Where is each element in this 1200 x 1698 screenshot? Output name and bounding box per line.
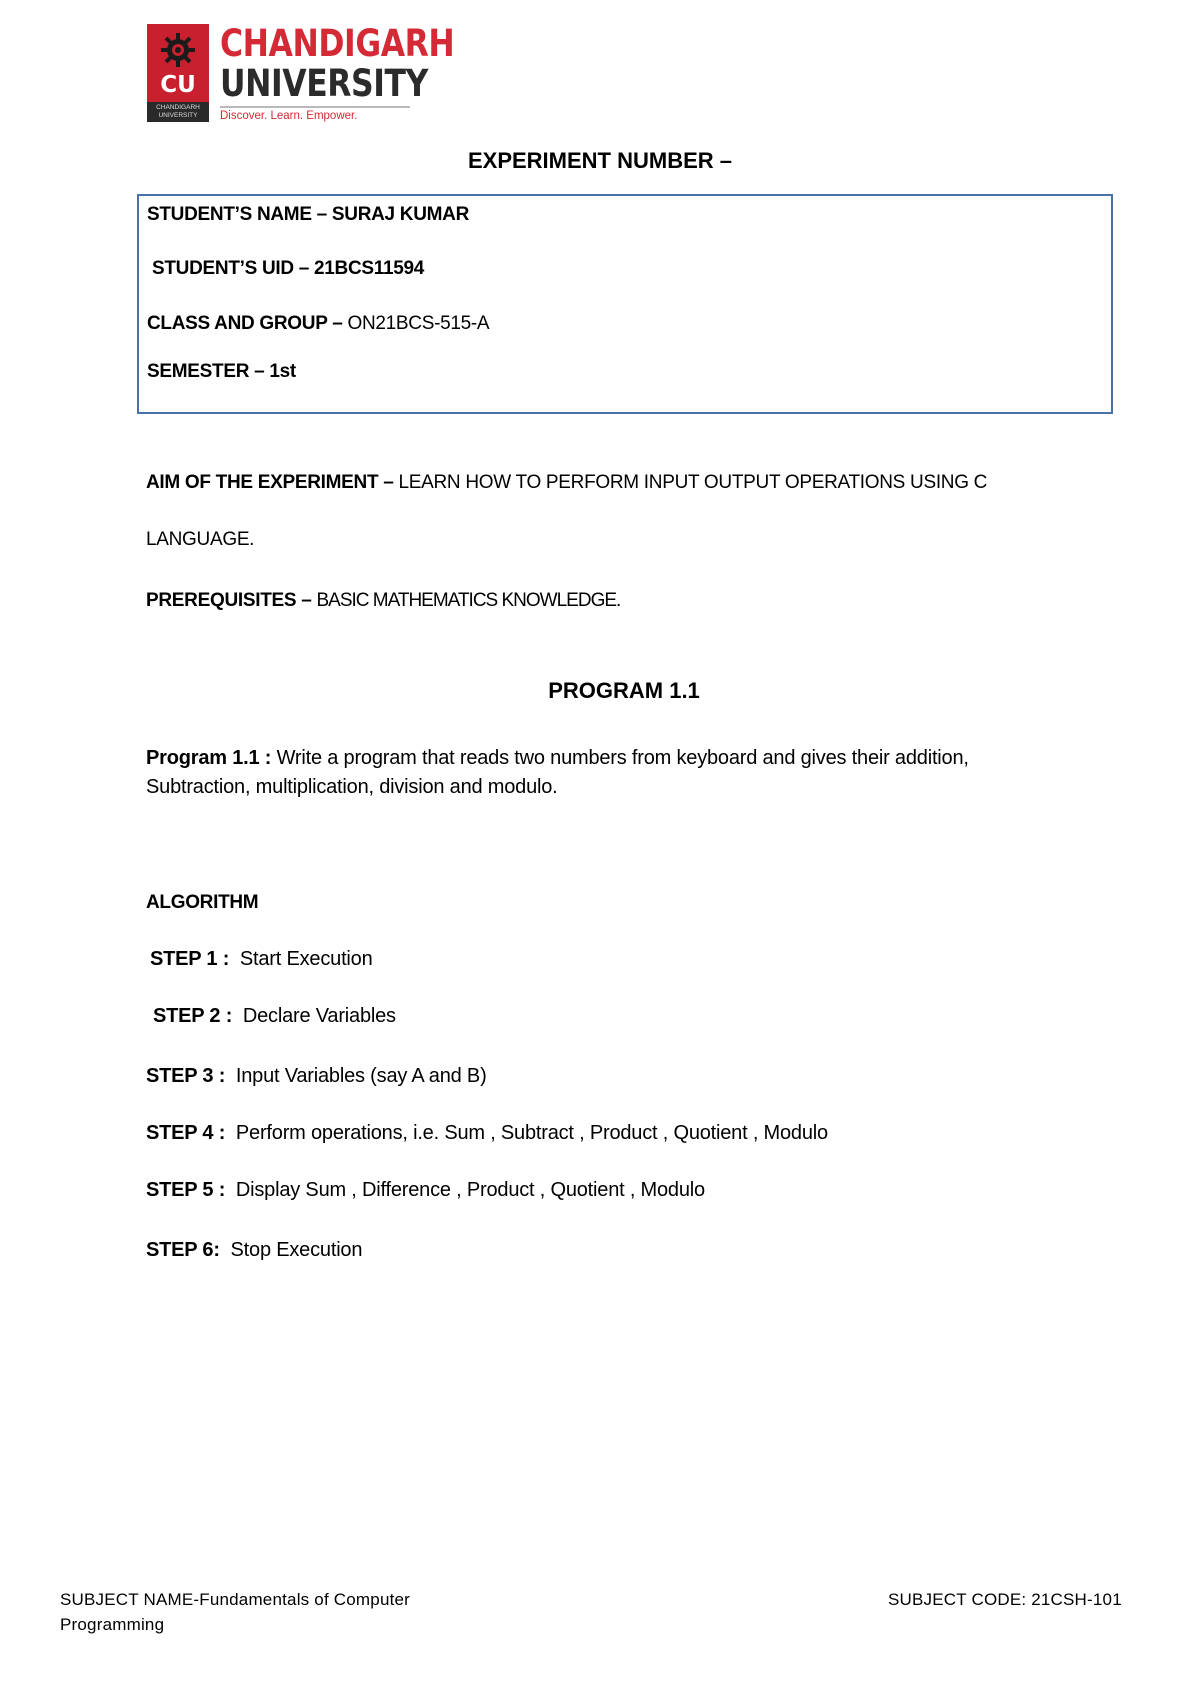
program-description-text: Write a program that reads two numbers from keyboard and gives their addition, bbox=[276, 747, 969, 769]
student-name-value: SURAJ KUMAR bbox=[331, 204, 470, 225]
class-group-label: CLASS AND GROUP – bbox=[147, 313, 348, 334]
student-uid-label: STUDENT’S UID – bbox=[152, 258, 314, 279]
program-description-line1 bbox=[146, 744, 1106, 773]
logo-caption: CHANDIGARH UNIVERSITY bbox=[147, 102, 209, 122]
university-logo bbox=[147, 24, 209, 122]
brand-name-line2: UNIVERSITY bbox=[220, 62, 428, 105]
logo-mark: CU bbox=[160, 72, 196, 98]
algorithm-step bbox=[150, 948, 373, 971]
step-label: STEP 1 : bbox=[150, 948, 230, 970]
student-name-label: STUDENT’S NAME – bbox=[147, 204, 332, 225]
aim-line2: LANGUAGE. bbox=[146, 529, 255, 550]
program-title: PROGRAM 1.1 bbox=[548, 678, 700, 703]
program-description bbox=[146, 744, 1106, 802]
program-description-label: Program 1.1 : bbox=[146, 747, 277, 769]
algorithm-step bbox=[146, 1122, 828, 1145]
student-uid-row bbox=[152, 258, 424, 280]
aim-text: LEARN HOW TO PERFORM INPUT OUTPUT OPERATIONS USING C bbox=[398, 472, 988, 493]
step-label: STEP 2 : bbox=[153, 1005, 233, 1027]
step-label: STEP 6: bbox=[146, 1239, 220, 1261]
semester-label: SEMESTER – bbox=[147, 361, 270, 382]
student-info-box bbox=[137, 194, 1113, 414]
gear-emblem-icon bbox=[155, 30, 201, 70]
algorithm-step bbox=[146, 1179, 705, 1202]
subject-name-line2: Programming bbox=[60, 1615, 165, 1634]
footer-subject-code: SUBJECT CODE: 21CSH-101 bbox=[888, 1590, 1122, 1609]
aim-label: AIM OF THE EXPERIMENT – bbox=[146, 472, 399, 493]
experiment-title: EXPERIMENT NUMBER – bbox=[467, 148, 733, 173]
student-uid-value: 21BCS11594 bbox=[314, 258, 425, 279]
step-label: STEP 4 : bbox=[146, 1122, 226, 1144]
footer-subject-name bbox=[60, 1587, 410, 1637]
semester-row bbox=[147, 361, 296, 383]
class-group-row bbox=[147, 313, 489, 335]
step-text: Declare Variables bbox=[242, 1005, 396, 1027]
step-label: STEP 5 : bbox=[146, 1179, 226, 1201]
algorithm-step bbox=[146, 1065, 487, 1088]
prerequisites-label: PREREQUISITES – bbox=[146, 590, 317, 611]
algorithm-step bbox=[153, 1005, 396, 1028]
step-text: Stop Execution bbox=[230, 1239, 363, 1261]
subject-name-line1: SUBJECT NAME-Fundamentals of Computer bbox=[60, 1590, 411, 1609]
aim-line1 bbox=[146, 472, 987, 494]
brand-name-line1: CHANDIGARH bbox=[220, 22, 455, 65]
student-name-row bbox=[147, 204, 469, 226]
step-label: STEP 3 : bbox=[146, 1065, 226, 1087]
algorithm-heading: ALGORITHM bbox=[146, 892, 259, 913]
class-group-value: ON21BCS-515-A bbox=[347, 313, 490, 334]
program-description-line2: Subtraction, multiplication, division and modulo. bbox=[146, 776, 558, 798]
prerequisites bbox=[146, 590, 620, 612]
brand-tagline: Discover. Learn. Empower. bbox=[220, 110, 358, 122]
step-text: Perform operations, i.e. Sum , Subtract , Product , Quotient , Modulo bbox=[235, 1122, 828, 1144]
brand-divider bbox=[220, 106, 410, 108]
semester-value: 1st bbox=[269, 361, 296, 382]
step-text: Display Sum , Difference , Product , Quotient , Modulo bbox=[235, 1179, 705, 1201]
algorithm-step bbox=[146, 1239, 362, 1262]
step-text: Input Variables (say A and B) bbox=[235, 1065, 487, 1087]
prerequisites-text: BASIC MATHEMATICS KNOWLEDGE. bbox=[316, 590, 621, 611]
step-text: Start Execution bbox=[239, 948, 373, 970]
